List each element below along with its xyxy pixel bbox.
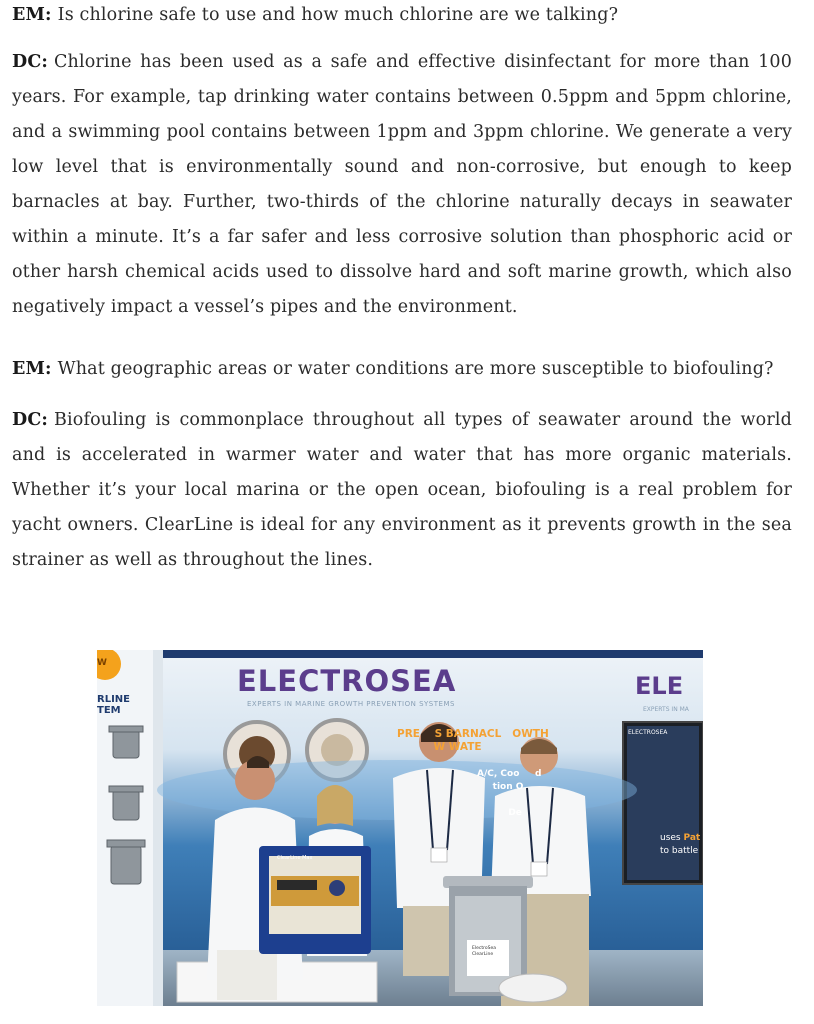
- electrosea-logo: ELECTROSEA: [237, 664, 457, 698]
- speaker-em: EM:: [12, 5, 52, 25]
- answer-1: [12, 45, 792, 325]
- question-text: Is chlorine safe to use and how much chlorine are we talking?: [57, 5, 619, 25]
- speaker-dc: DC:: [12, 52, 49, 72]
- speaker-dc: DC:: [12, 410, 49, 430]
- tv-text-1: uses: [660, 833, 681, 843]
- tv-screen-text: [660, 832, 700, 858]
- booth-banner: PRE S BARNACL OWTH W WATE: [397, 728, 549, 753]
- booth-features-text: A/C, Coo d tion O De: [477, 769, 542, 818]
- answer-text: Biofouling is commonplace throughout all types of seawater around the world and is accelerated in warmer water and water that has more organic materials. Whether it’s your local marina or the open ocean, biofouling is a real problem for yacht owners. ClearLine is ideal for any environment as it prevents growth in the sea strainer as well as throughout the lines.: [12, 410, 792, 570]
- tv-text-bold: Pat: [683, 833, 701, 843]
- electrosea-tagline-right: EXPERTS IN MA: [643, 706, 689, 713]
- question-2: [12, 352, 792, 387]
- question-1: [12, 0, 792, 33]
- speaker-em: EM:: [12, 359, 52, 379]
- electrosea-tagline: EXPERTS IN MARINE GROWTH PREVENTION SYSTEMS: [247, 700, 455, 708]
- answer-text: Chlorine has been used as a safe and effective disinfectant for more than 100 years. For example, tap drinking water contains between 0.5ppm and 5ppm chlorine, and a swimming pool contains between 1ppm and 3ppm chlorine. We generate a very low level that is environmentally sound and non-corrosive, but enough to keep barnacles at bay. Further, two-thirds of the chlorine naturally decays in seawater within a minute. It’s a far safer and less corrosive solution than phosphoric acid or other harsh chemical acids used to dissolve hard and soft marine growth, which also negatively impact a vessel’s pipes and the environment.: [12, 52, 792, 317]
- question-text: What geographic areas or water conditions are more susceptible to biofouling?: [57, 359, 774, 379]
- clearline-sign: RLINE TEM: [97, 694, 130, 716]
- trade-show-photo: [97, 650, 703, 1006]
- electrosea-logo-right: ELE: [635, 672, 684, 700]
- answer-2: [12, 403, 792, 578]
- tv-text-2: to battle: [660, 846, 699, 856]
- tv-logo: ELECTROSEA: [628, 729, 668, 736]
- strainer-label: ElectroSea ClearLine: [472, 946, 496, 957]
- left-badge: W: [97, 658, 107, 668]
- control-unit-label: ClearLine Max: [277, 855, 313, 861]
